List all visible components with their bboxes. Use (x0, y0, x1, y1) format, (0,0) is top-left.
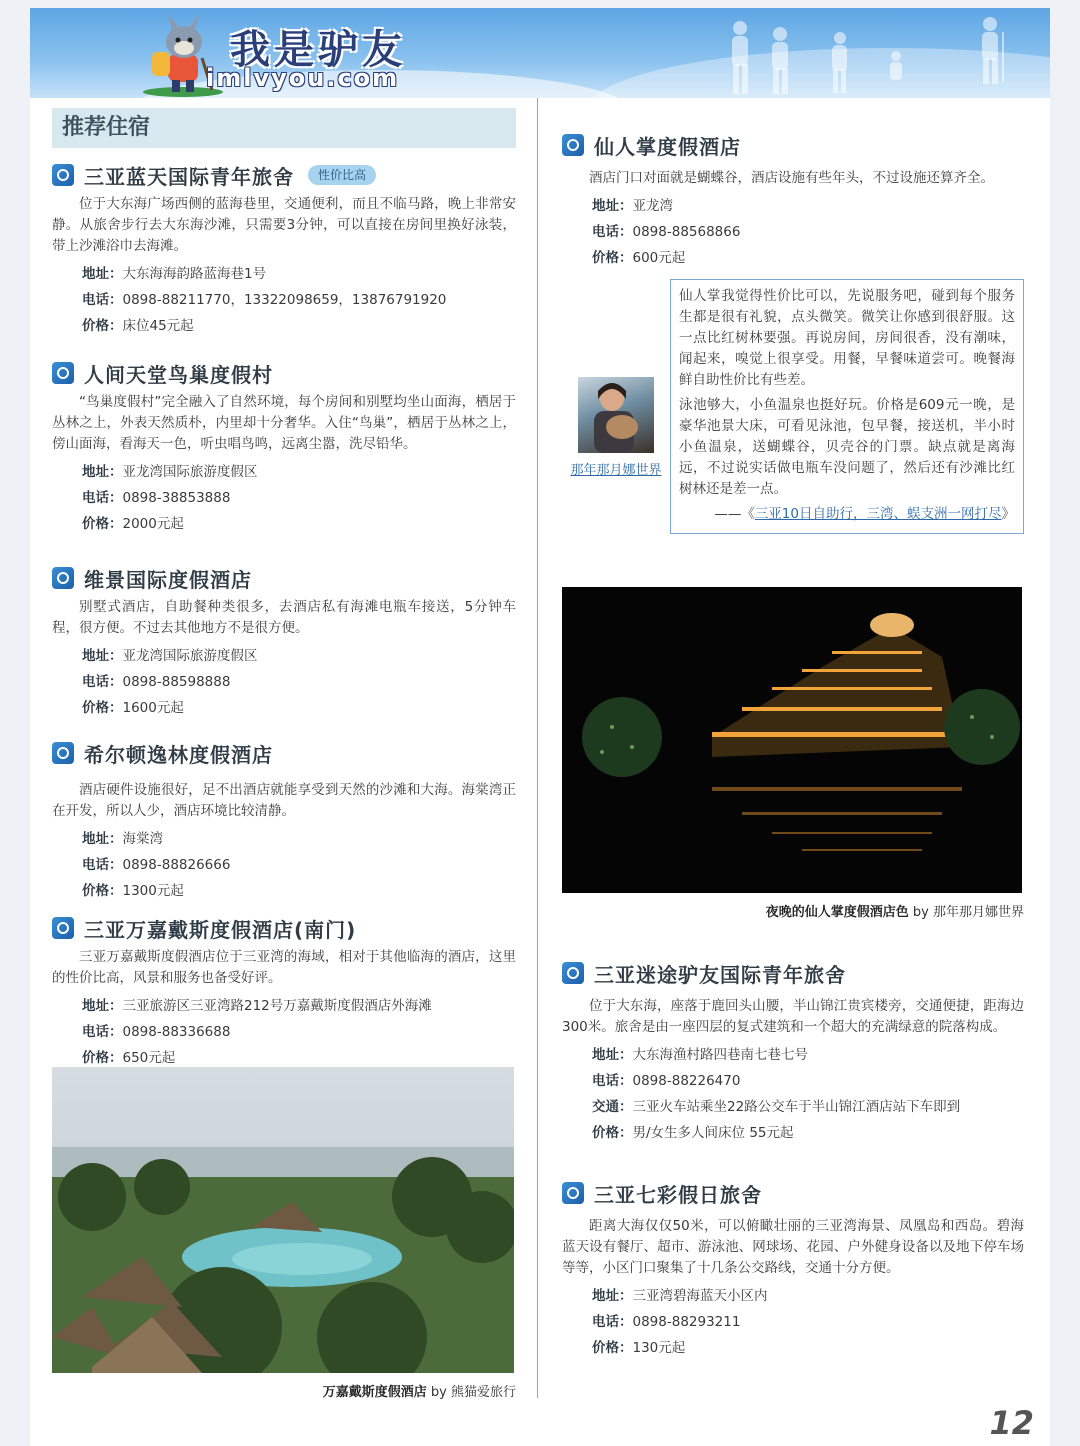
hotel-address: 地址：亚龙湾国际旅游度假区 (82, 648, 258, 664)
hotel-entry (52, 911, 516, 1066)
hotel-name: 三亚万嘉戴斯度假酒店(南门) (84, 917, 357, 942)
magazine-page (30, 8, 1050, 1446)
traveler-review (562, 279, 1024, 549)
hotel-name: 维景国际度假酒店 (84, 567, 252, 592)
hotel-price: 价格：130元起 (592, 1340, 686, 1356)
resort-photo (52, 1067, 514, 1373)
hotel-entry (562, 956, 1024, 1176)
hotel-bullet-icon (52, 567, 74, 589)
hotel-bullet-icon (52, 917, 74, 939)
hotel-bullet-icon (52, 362, 74, 384)
hotel-description: 别墅式酒店，自助餐种类很多，去酒店私有海滩电瓶车接送，5分钟车程，很方便。不过去其他地方不是很方便。 (52, 599, 516, 636)
review-source: ——《三亚10日自助行，三湾、蜈支洲一网打尽》 (714, 506, 1015, 522)
reviewer (562, 377, 670, 478)
hotel-description: 位于大东海广场西侧的蓝海巷里，交通便利，而且不临马路，晚上非常安静。从旅舍步行去大东海沙滩，只需要3分钟，可以直接在房间里换好泳装，带上沙滩浴巾去海滩。 (52, 196, 516, 254)
hotel-price: 价格：650元起 (82, 1050, 176, 1066)
hotel-entry (52, 736, 516, 911)
reviewer-avatar (578, 377, 654, 453)
hotel-name: 三亚迷途驴友国际青年旅舍 (594, 962, 846, 987)
hotel-description: 位于大东海，座落于鹿回头山腰，半山锦江贵宾楼旁，交通便捷，距海边300米。旅舍是由一座四层的复式建筑和一个超大的充满绿意的院落构成。 (562, 998, 1024, 1035)
photo-caption: 万嘉戴斯度假酒店 by 熊猫爱旅行 (322, 1385, 516, 1400)
hotel-price: 价格：床位45元起 (82, 318, 194, 334)
reviewer-name-link[interactable]: 那年那月娜世界 (570, 463, 662, 478)
hotel-phone: 电话：0898-88826666 (82, 857, 231, 873)
column-divider (537, 98, 538, 1398)
hikers-silhouette-icon (700, 14, 1030, 98)
hotel-entry (562, 128, 1024, 271)
hotel-entry (52, 356, 516, 561)
hotel-phone: 电话：0898-88226470 (592, 1073, 741, 1089)
review-source-link[interactable]: 三亚10日自助行，三湾、蜈支洲一网打尽 (754, 506, 1002, 522)
review-paragraph: 仙人掌我觉得性价比可以，先说服务吧，碰到每个服务生都是很有礼貌，点头微笑。微笑让你感到很舒服。这一点比红树林要强。再说房间，房间很香，没有潮味，闻起来，嗅觉上很享受。用餐，早餐味道尝可。晚餐海鲜自助性价比有些差。 (679, 288, 1015, 388)
logo-title: 我是驴友 (230, 27, 406, 73)
section-title: 推荐住宿 (52, 108, 516, 148)
hotel-description: 酒店硬件设施很好，足不出酒店就能享受到天然的沙滩和大海。海棠湾正在开发，所以人少，酒店环境比较清静。 (52, 782, 516, 819)
hotel-address: 地址：大东海渔村路四巷南七巷七号 (592, 1047, 808, 1063)
hotel-phone: 电话：0898-88568866 (592, 224, 741, 240)
hotel-description: 三亚万嘉戴斯度假酒店位于三亚湾的海域，相对于其他临海的酒店，这里的性价比高，风景和服务也备受好评。 (52, 949, 516, 986)
hotel-price: 价格：2000元起 (82, 516, 184, 532)
review-paragraph: 泳池够大，小鱼温泉也挺好玩。价格是609元一晚，是豪华池景大床，可看见泳池，包早餐，接送机，半小时小鱼温泉，送蝴蝶谷，贝壳谷的门票。缺点就是离海远，不过说实话做电瓶车没问题了，然后还有沙滩比红树林还是差一点。 (679, 397, 1015, 497)
hotel-price: 价格：男/女生多人间床位 55元起 (592, 1125, 794, 1141)
hotel-address: 地址：三亚旅游区三亚湾路212号万嘉戴斯度假酒店外海滩 (82, 998, 432, 1014)
left-column (52, 108, 516, 1400)
hotel-bullet-icon (52, 164, 74, 186)
hotel-price: 价格：1300元起 (82, 883, 184, 899)
hotel-price: 价格：1600元起 (82, 700, 184, 716)
hotel-entry (52, 561, 516, 736)
hotel-bullet-icon (562, 134, 584, 156)
hotel-address: 地址：海棠湾 (82, 831, 163, 847)
hotel-address: 地址：大东海海韵路蓝海巷1号 (82, 266, 267, 282)
hotel-name: 三亚七彩假日旅舍 (594, 1182, 762, 1207)
hotel-entry (52, 158, 516, 356)
hotel-name: 人间天堂鸟巢度假村 (84, 362, 273, 387)
night-hotel-image (562, 587, 1022, 893)
hotel-entry (562, 1176, 1024, 1361)
logo-url: imlvyou.com (206, 64, 400, 92)
hotel-bullet-icon (562, 962, 584, 984)
night-hotel-photo (562, 587, 1022, 893)
page-number: 12 (989, 1404, 1034, 1442)
photo-caption: 夜晚的仙人掌度假酒店色 by 那年那月娜世界 (765, 905, 1024, 920)
hotel-name: 三亚蓝天国际青年旅舍 (84, 164, 294, 189)
hotel-name: 希尔顿逸林度假酒店 (84, 742, 273, 767)
hotel-bullet-icon (52, 742, 74, 764)
hotel-bullet-icon (562, 1182, 584, 1204)
hotel-description: 酒店门口对面就是蝴蝶谷，酒店设施有些年头，不过设施还算齐全。 (589, 170, 994, 186)
hotel-phone: 电话：0898-38853888 (82, 490, 231, 506)
right-column (562, 128, 1024, 1361)
hotel-phone: 电话：0898-88336688 (82, 1024, 231, 1040)
hotel-address: 地址：亚龙湾国际旅游度假区 (82, 464, 258, 480)
header-banner (30, 8, 1050, 98)
hotel-description: “鸟巢度假村”完全融入了自然环境，每个房间和别墅均坐山面海，栖居于丛林之上，外表天然质朴，内里却十分奢华。入住“鸟巢”，栖居于丛林之上，傍山面海，看海天一色，听虫唱鸟鸣，远离尘嚣，洗尽铅华。 (52, 394, 516, 452)
hotel-name: 仙人掌度假酒店 (594, 134, 741, 159)
review-box (670, 279, 1024, 534)
hotel-address: 地址：三亚湾碧海蓝天小区内 (592, 1288, 768, 1304)
hotel-transport: 交通：三亚火车站乘坐22路公交车于半山锦江酒店站下车即到 (592, 1099, 961, 1115)
hotel-description: 距离大海仅仅50米，可以俯瞰壮丽的三亚湾海景、凤凰岛和西岛。碧海蓝天设有餐厅、超市、游泳池、网球场、花园、户外健身设备以及地下停车场等等，小区门口聚集了十几条公交路线，交通十分方便。 (562, 1218, 1024, 1276)
hotel-address: 地址：亚龙湾 (592, 198, 673, 214)
hotel-phone: 电话：0898-88293211 (592, 1314, 741, 1330)
hotel-phone: 电话：0898-88211770，13322098659，13876791920 (82, 292, 447, 308)
value-badge: 性价比高 (308, 165, 376, 185)
hotel-price: 价格：600元起 (592, 250, 686, 266)
hotel-phone: 电话：0898-88598888 (82, 674, 231, 690)
resort-pool-image (52, 1067, 514, 1373)
